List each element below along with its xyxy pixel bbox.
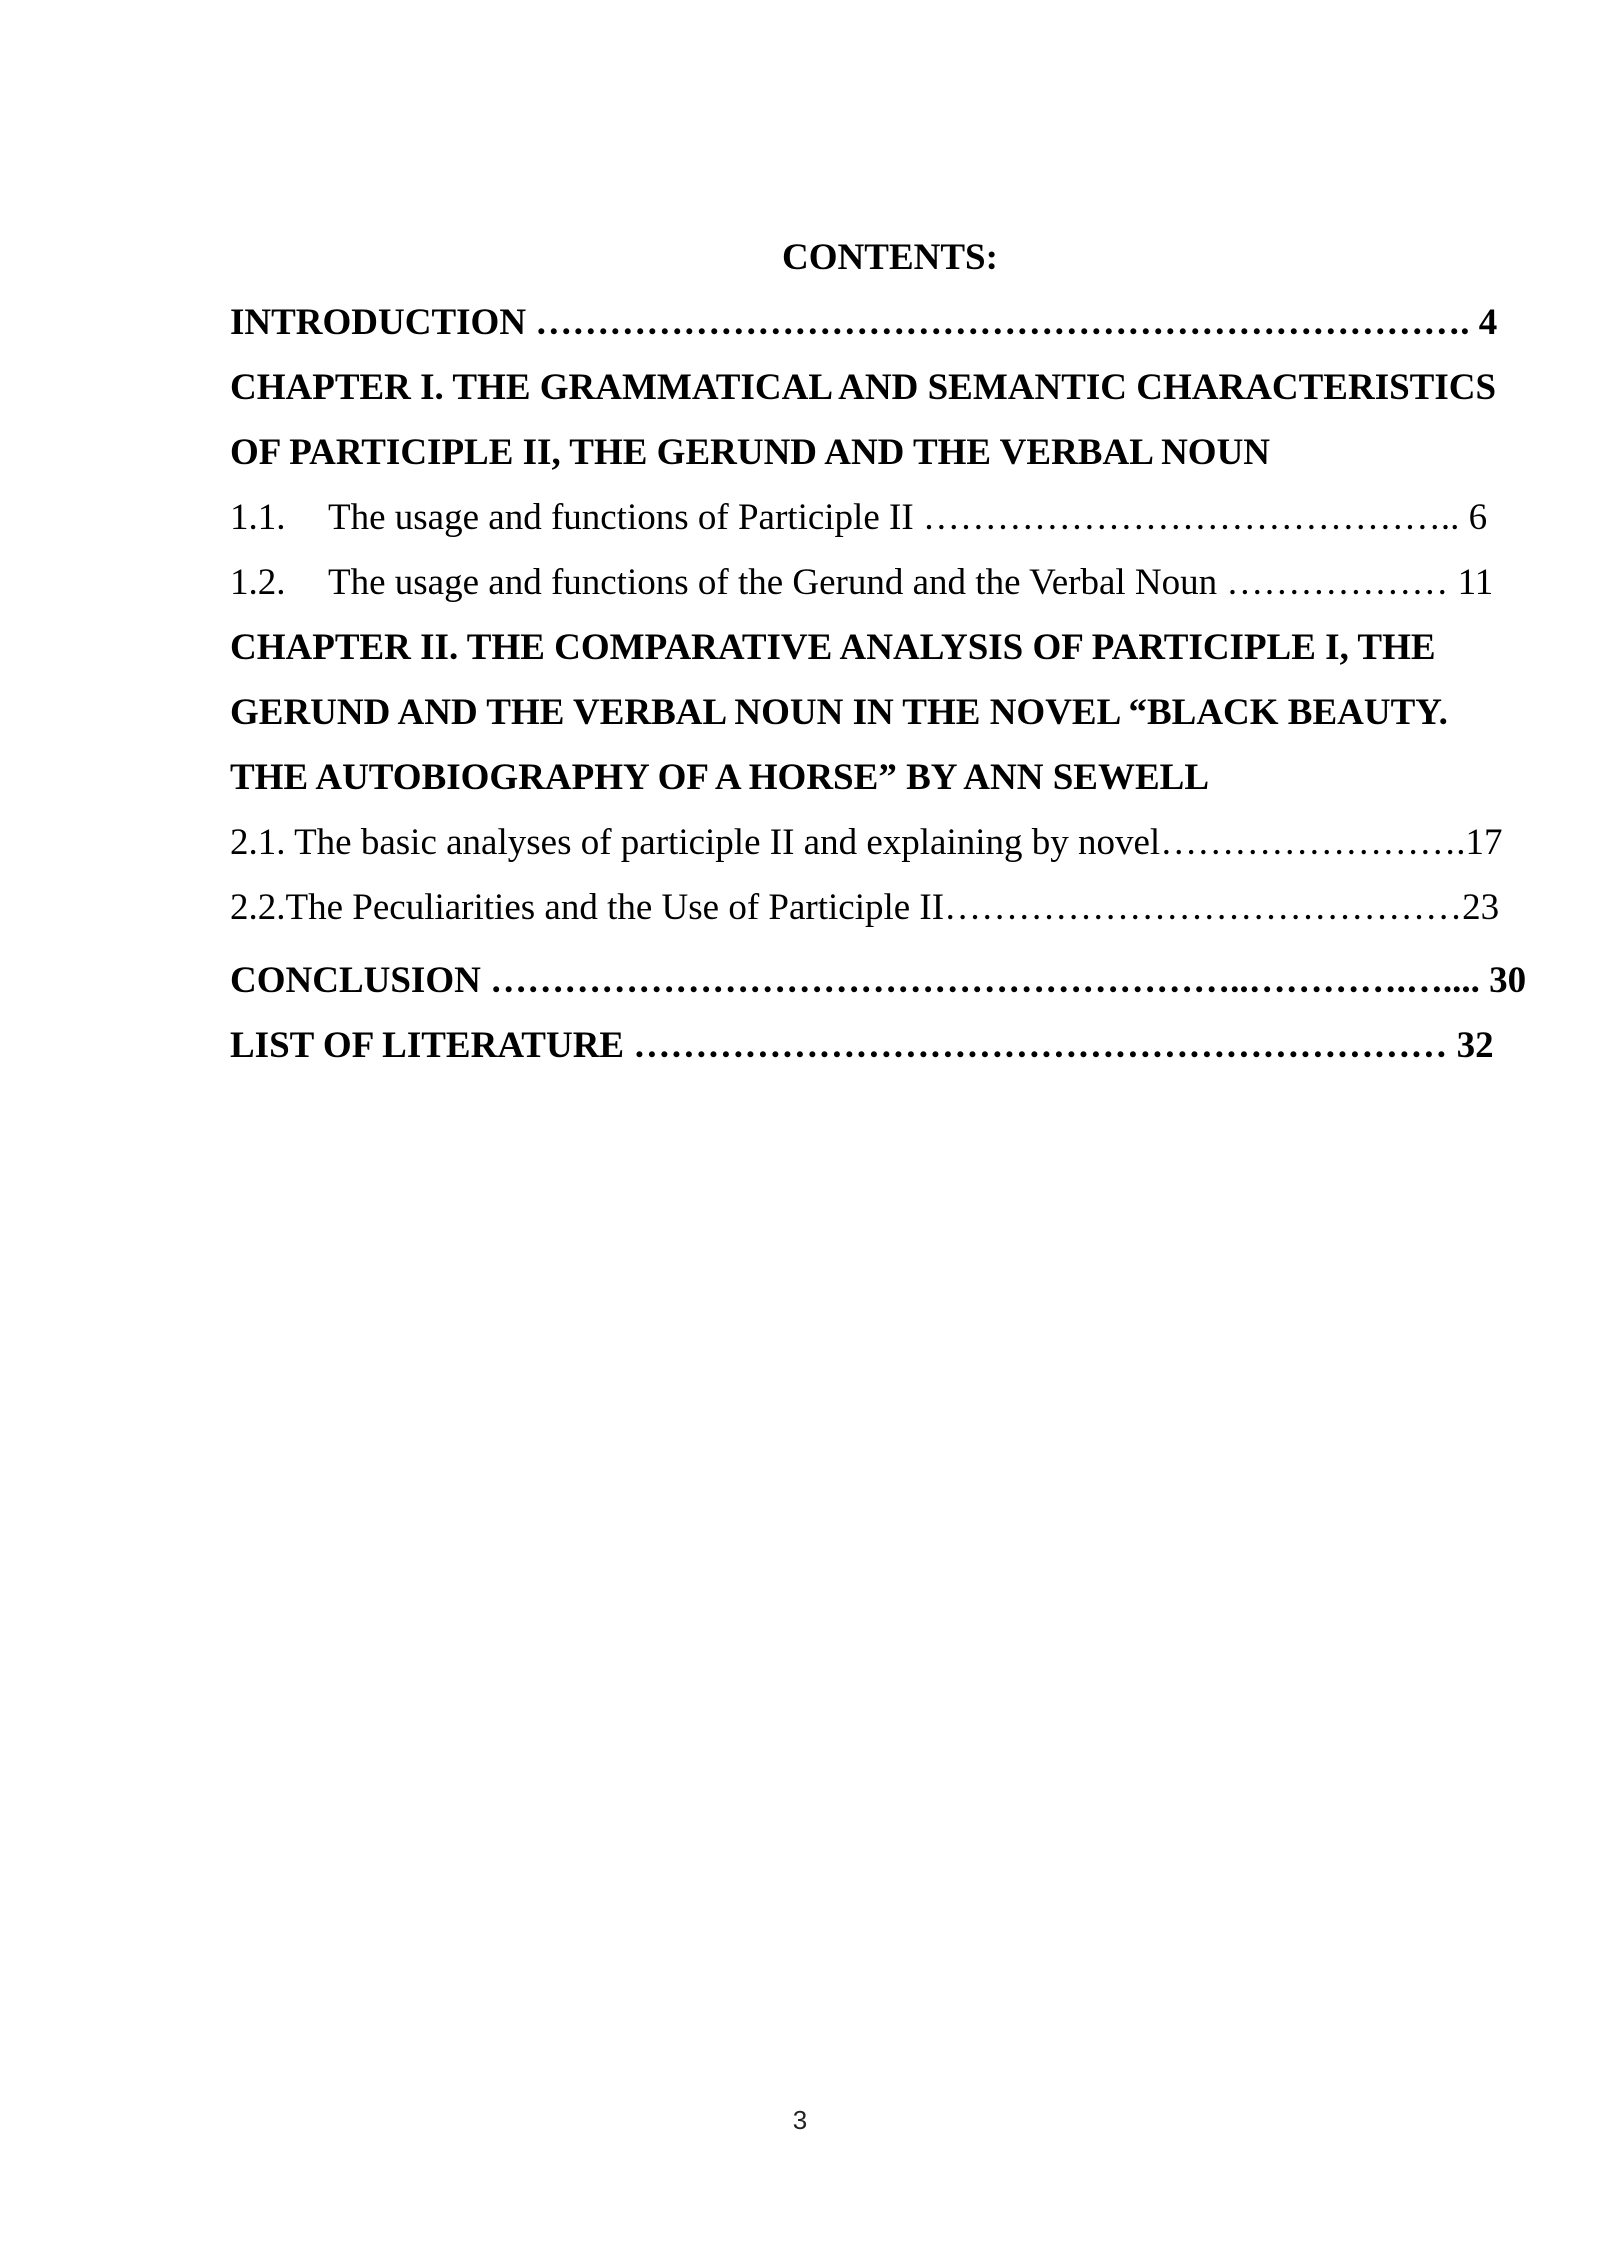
toc-entry-chapter-1-line-2: OF PARTICIPLE II, THE GERUND AND THE VERBAL NOUN (230, 432, 1271, 473)
toc-entry-section-1-2 (230, 550, 1530, 615)
spacer (230, 940, 1530, 948)
toc-entry-chapter-1-line-1: CHAPTER I. THE GRAMMATICAL AND SEMANTIC CHARACTERISTICS (230, 367, 1497, 408)
page-number: 3 (792, 2105, 808, 2135)
toc-entry-conclusion: CONCLUSION ……………………………………………………..………….….... 30 (230, 960, 1527, 1001)
section-number: 1.2. (230, 562, 286, 603)
toc-entry-literature: LIST OF LITERATURE ………………………………………………………… 32 (230, 1025, 1494, 1066)
toc-entry-introduction: INTRODUCTION …………………………………………………………………. 4 (230, 302, 1498, 343)
section-text: The usage and functions of Participle II …………………………………….. 6 (328, 497, 1488, 538)
toc-title: CONTENTS: (782, 237, 998, 278)
toc-entry-chapter-2-line-2: GERUND AND THE VERBAL NOUN IN THE NOVEL “BLACK BEAUTY. (230, 692, 1448, 733)
toc-entry-section-1-1 (230, 485, 1530, 550)
toc-entry-chapter-2-line-3: THE AUTOBIOGRAPHY OF A HORSE” BY ANN SEWELL (230, 757, 1210, 798)
toc-entry-section-2-2: 2.2.The Peculiarities and the Use of Participle II……………………………………23 (230, 887, 1500, 928)
table-of-contents (230, 225, 1530, 1078)
section-number: 1.1. (230, 497, 286, 538)
toc-entry-section-2-1: 2.1. The basic analyses of participle II and explaining by novel…………………….17 (230, 822, 1503, 863)
toc-entry-chapter-2-line-1: CHAPTER II. THE COMPARATIVE ANALYSIS OF PARTICIPLE I, THE (230, 627, 1436, 668)
section-text: The usage and functions of the Gerund and the Verbal Noun ……………… 11 (328, 562, 1494, 603)
